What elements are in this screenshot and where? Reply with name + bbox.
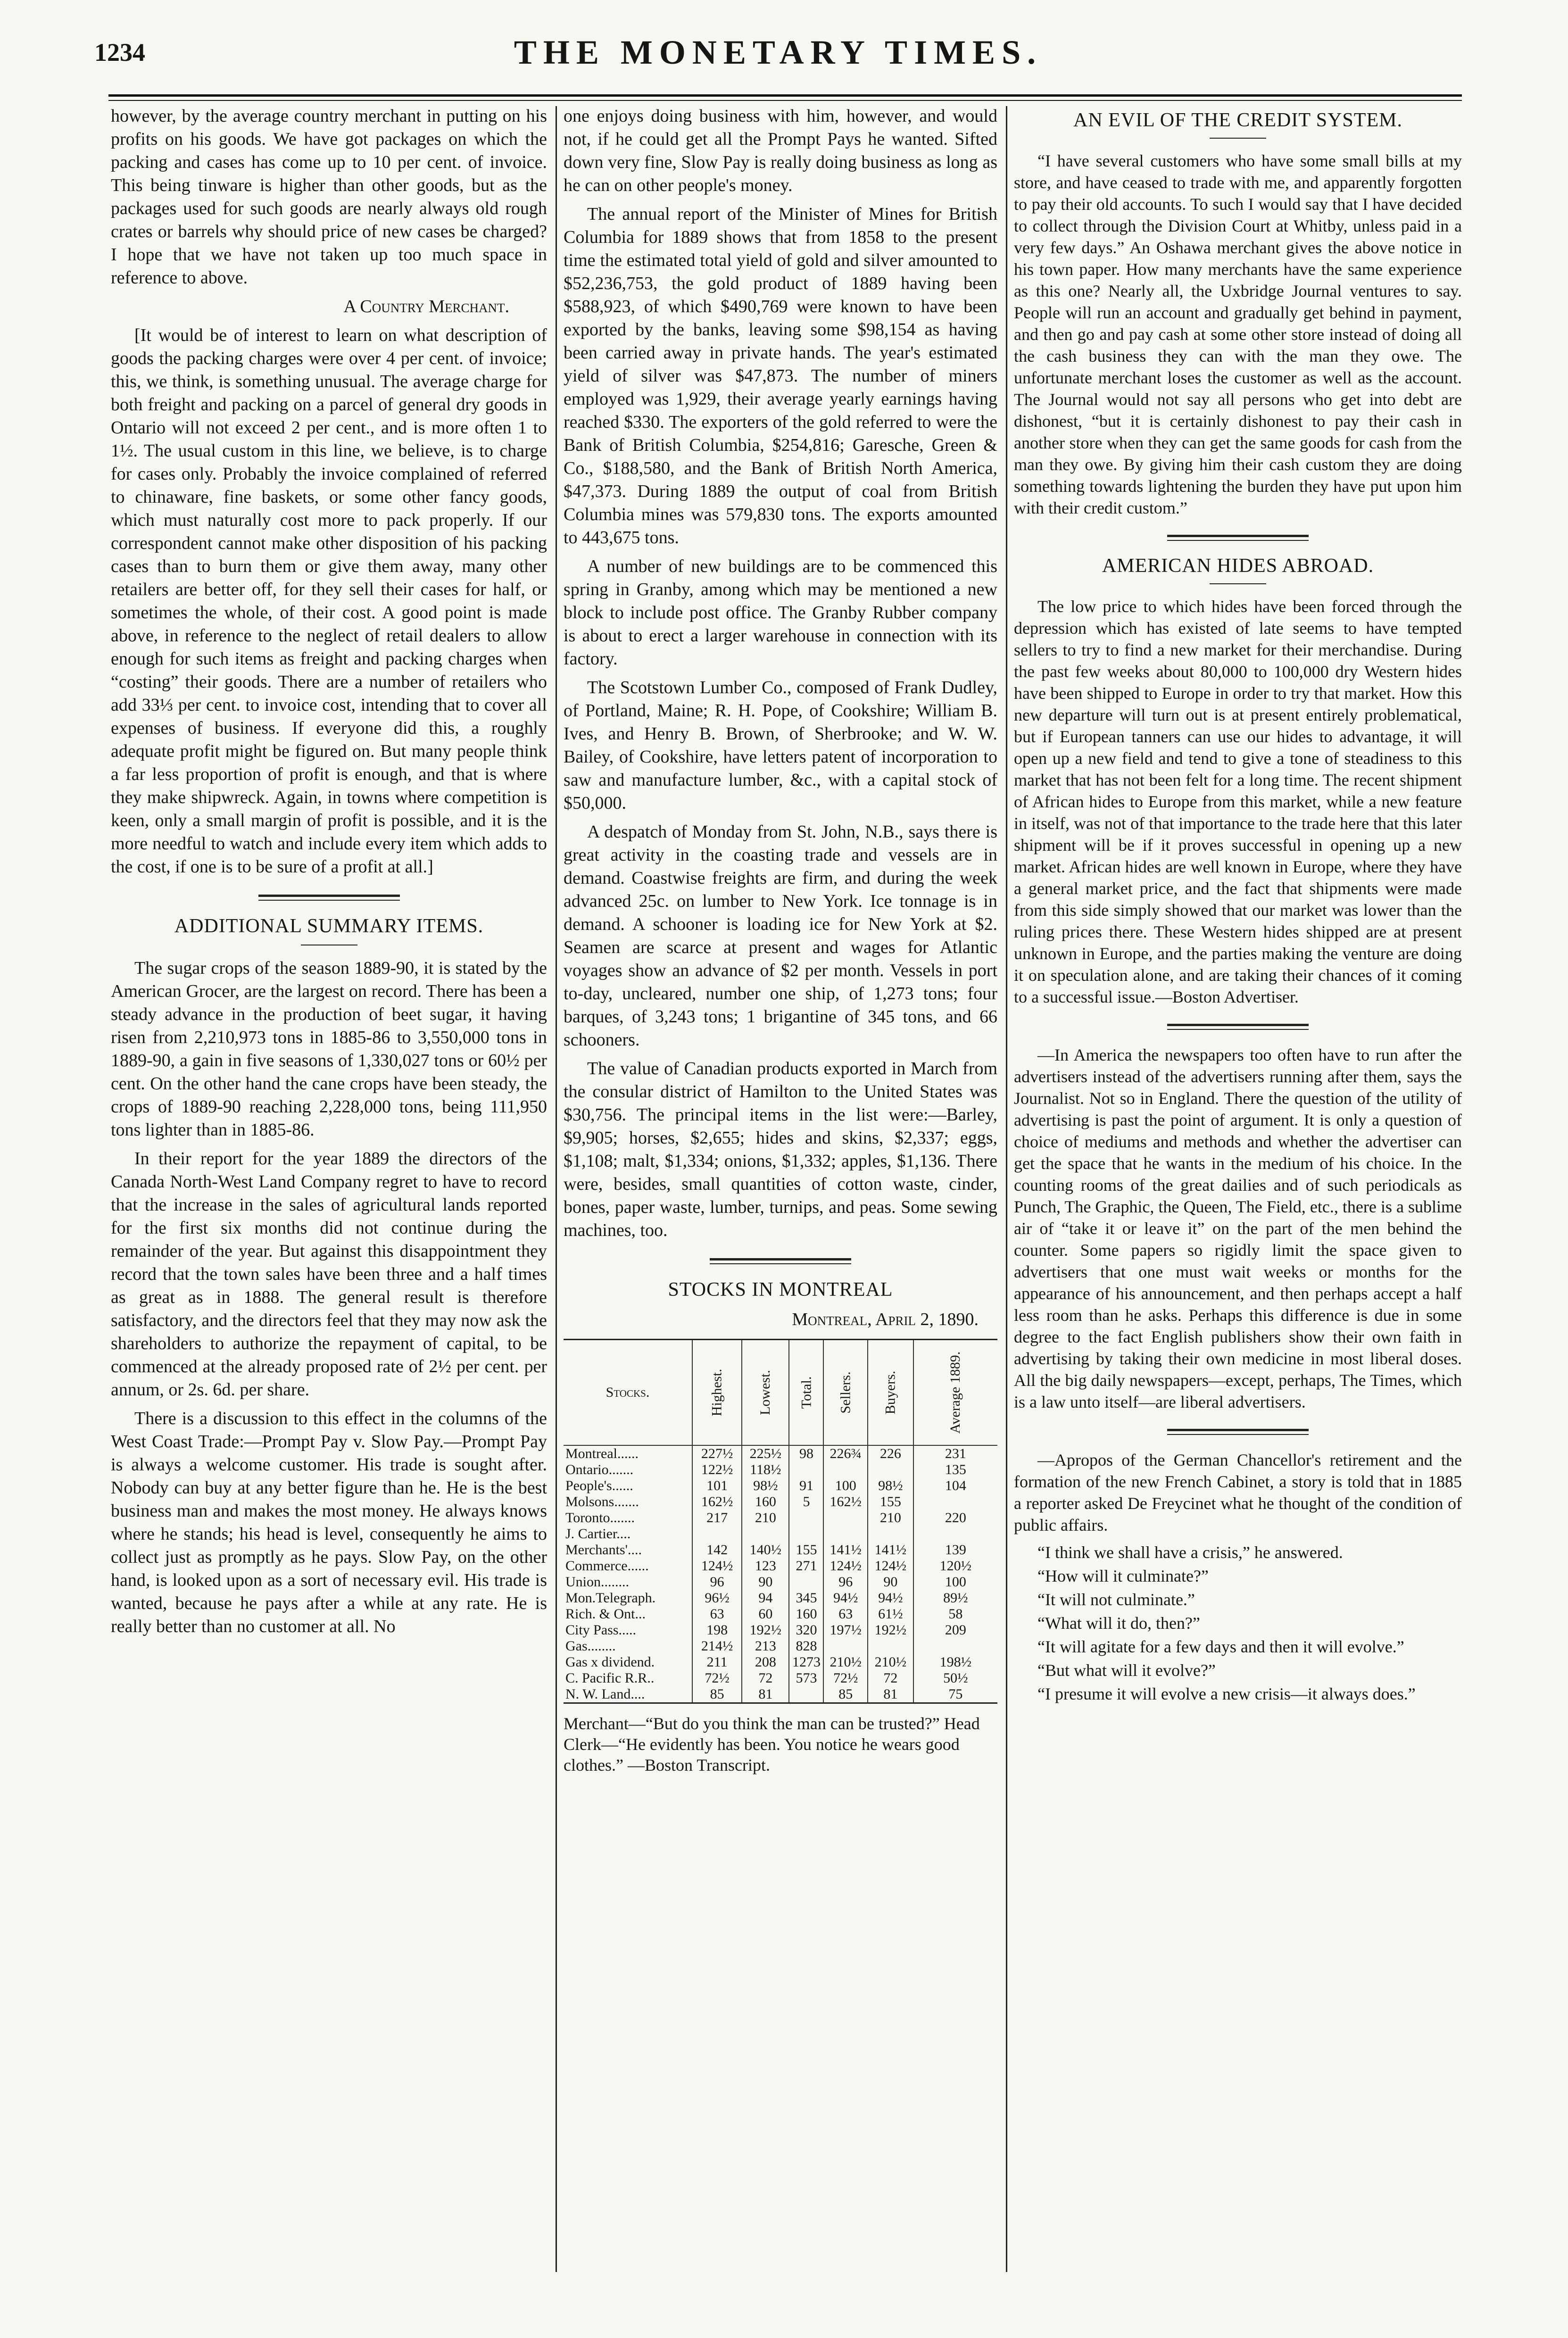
- stocks-col-header: [742, 1340, 789, 1446]
- stock-value: 192½: [742, 1622, 789, 1638]
- stock-value: [868, 1462, 913, 1478]
- hamilton-paragraph: The value of Canadian products exported in March from the consular district of Hamilton to the United States was $30,756. The principal items in the list were:—Barley, $9,905; horses, $2,655; hides and skins, $2,337; eggs, $1,108; malt, $1,334; onions, $1,332; apples, $1,136. There were, besides, small quantities of cotton waste, cinder, bones, paper waste, lumber, turnips, and peas. Some sewing machines, too.: [564, 1059, 997, 1240]
- stock-value: 96: [823, 1574, 868, 1590]
- section-rule: [258, 895, 400, 901]
- scotstown-paragraph: The Scotstown Lumber Co., composed of Frank Dudley, of Portland, Maine; R. H. Pope, of Cookshire; William B. Ives, and Henry B. Brown, of Sherbrooke; and W. W. Bailey, of Cookshire, have letters patent of incorporation to saw and manufacture lumber, &c., with a capital stock of $50,000.: [564, 678, 997, 813]
- stock-value: 162½: [692, 1494, 742, 1510]
- stock-name: Rich. & Ont...: [565, 1606, 646, 1622]
- stocks-row: [564, 1606, 997, 1622]
- prompt-pay-continuation: one enjoys doing business with him, however, and would not, if he could get all the Prompt Pays he wanted. Sifted down very fine, Slow Pay is really doing business as long as he can on other people's money.: [564, 106, 997, 195]
- page-number: 1234: [94, 38, 145, 66]
- stocks-col-header: [913, 1340, 997, 1446]
- stock-value: 198½: [913, 1654, 997, 1670]
- stocks-row: [564, 1445, 997, 1462]
- stocks-body: [564, 1445, 997, 1703]
- stocks-col-header: Stocks.: [606, 1385, 650, 1400]
- granby-paragraph: A number of new buildings are to be commenced this spring in Granby, among which may be mentioned a new block to include post office. The Granby Rubber company is about to erect a larger warehouse in connection with its factory.: [564, 556, 997, 669]
- stock-value: 135: [913, 1462, 997, 1478]
- stocks-row: [564, 1670, 997, 1686]
- letter-signature: A Country Merchant.: [343, 297, 509, 316]
- stock-value: 197½: [823, 1622, 868, 1638]
- stock-value: 225½: [742, 1445, 789, 1462]
- stock-value: [823, 1462, 868, 1478]
- stocks-header-row: [564, 1340, 997, 1446]
- publication-title: THE MONETARY TIMES.: [514, 33, 1043, 71]
- stock-value: 124½: [692, 1558, 742, 1574]
- stock-name: Gas x dividend.: [565, 1654, 655, 1670]
- stock-value: 214½: [692, 1638, 742, 1654]
- stock-value: 94: [742, 1590, 789, 1606]
- stock-value: 85: [823, 1686, 868, 1703]
- stocks-row: [564, 1526, 997, 1542]
- stocks-row: [564, 1478, 997, 1494]
- stocks-row: [564, 1462, 997, 1478]
- stock-value: [789, 1462, 823, 1478]
- hides-paragraph: The low price to which hides have been forced through the depression which has existed of late seems to have tempted sellers to try to find a new market for their merchandise. During the past few weeks about 80,000 to 100,000 dry Western hides have been shipped to Europe in order to try that market. How this new departure will turn out is at present entirely problematical, but if European tanners can use our hides to advantage, it will open up a new field and tend to give a tone of steadiness to this market that has not been felt for a long time. The recent shipment of African hides to Europe from this market, while a new feature in itself, was not of that importance to the trade here that this later shipment will be if it proves successful in opening up a new market. African hides are well known in Europe, where they have a general market price, and the fact that shipments were made from this side simply showed that our market was lower than the ruling prices there. These Western hides shipped are at present unknown in Europe, and the parties making the venture are doing it on speculation alone, and are taking their chances of it coming to a successful issue.—Boston Advertiser.: [1014, 597, 1462, 1006]
- stock-value: 320: [789, 1622, 823, 1638]
- stock-value: 209: [913, 1622, 997, 1638]
- stock-value: 72: [742, 1670, 789, 1686]
- stock-value: 155: [789, 1542, 823, 1558]
- stock-value: 345: [789, 1590, 823, 1606]
- stock-value: 58: [913, 1606, 997, 1622]
- stock-value: 208: [742, 1654, 789, 1670]
- stock-value: 211: [692, 1654, 742, 1670]
- crisis-dialogue: [1014, 1542, 1462, 1705]
- stock-value: 123: [742, 1558, 789, 1574]
- stock-value: 141½: [823, 1542, 868, 1558]
- dialogue-line: “But what will it evolve?”: [1037, 1661, 1216, 1680]
- hides-heading: AMERICAN HIDES ABROAD.: [1102, 555, 1374, 577]
- credit-paragraph: “I have several customers who have some small bills at my store, and have ceased to trade with me, and apparently forgotten to pay their old accounts. To such I would say that I have decided to collect through the Division Court at Whitby, unless paid in a very few days.” An Oshawa merchant gives the above notice in his town paper. How many merchants have the same experience as this one? Nearly all, the Uxbridge Journal ventures to say. People will run an account and gradually get behind in payment, and then go and pay cash at some other store instead of doing all the cash business they can with the man they owe. The unfortunate merchant loses the customer as well as the account. The Journal would not say all persons who get into debt are dishonest, “but it is certainly dishonest to pay their cash in another store when they can get the same goods for cash from the man they owe. By giving him their cash custom they are doing something towards lightening the burden they have put upon him with their credit custom.”: [1014, 151, 1462, 517]
- stock-value: 104: [913, 1478, 997, 1494]
- dialogue-line: “What will it do, then?”: [1037, 1614, 1200, 1633]
- stock-value: 100: [913, 1574, 997, 1590]
- stocks-row: [564, 1542, 997, 1558]
- stock-value: [742, 1526, 789, 1542]
- stock-name: Montreal......: [565, 1446, 639, 1461]
- stock-value: 141½: [868, 1542, 913, 1558]
- stock-value: [789, 1526, 823, 1542]
- stock-value: [868, 1526, 913, 1542]
- stocks-date: Montreal, April 2, 1890.: [792, 1310, 979, 1329]
- stocks-col-label: Total.: [798, 1376, 814, 1409]
- st-john-paragraph: A despatch of Monday from St. John, N.B., says there is great activity in the coasting trade and vessels are in demand. Coastwise freights are firm, and during the week advanced 25c. on lumber to New York. Ice tonnage is in demand. A schooner is loading ice for New York at $2. Seamen are scarce at present and wages for Atlantic voyages show an advance of $2 per month. Vessels in port to-day, uncleared, number one ship, of 1,273 tons; four barques, of 3,243 tons; 1 brigantine of 345 tons, and 66 schooners.: [564, 822, 997, 1050]
- stocks-row: [564, 1558, 997, 1574]
- stock-value: 90: [742, 1574, 789, 1590]
- dialogue-line: “I presume it will evolve a new crisis—it always does.”: [1037, 1684, 1416, 1703]
- stock-value: 210½: [868, 1654, 913, 1670]
- summary-heading: ADDITIONAL SUMMARY ITEMS.: [174, 915, 484, 937]
- stock-value: 124½: [823, 1558, 868, 1574]
- stock-name: C. Pacific R.R..: [565, 1670, 655, 1686]
- stock-name: City Pass.....: [565, 1622, 637, 1638]
- stocks-col-header: [823, 1340, 868, 1446]
- stocks-col-label: Lowest.: [757, 1370, 773, 1415]
- stock-value: [823, 1510, 868, 1526]
- stocks-row: [564, 1638, 997, 1654]
- dialogue-line: “It will not culminate.”: [1037, 1590, 1195, 1609]
- stock-value: 210½: [823, 1654, 868, 1670]
- heading-rule: [1210, 583, 1266, 584]
- stock-value: 160: [789, 1606, 823, 1622]
- stock-value: 1273: [789, 1654, 823, 1670]
- column-divider: [1006, 106, 1007, 2272]
- stock-value: 220: [913, 1510, 997, 1526]
- stock-value: 72½: [692, 1670, 742, 1686]
- stock-value: 139: [913, 1542, 997, 1558]
- heading-rule: [1210, 138, 1266, 139]
- stock-value: [868, 1638, 913, 1654]
- stock-value: 72½: [823, 1670, 868, 1686]
- stock-value: 91: [789, 1478, 823, 1494]
- stock-value: 122½: [692, 1462, 742, 1478]
- stock-value: 573: [789, 1670, 823, 1686]
- letter-continuation: however, by the average country merchant in putting on his profits on his goods. We have got packages on which the packing and cases has come up to 10 per cent. of invoice. This being tinware is higher than other goods, but as the packages used for such goods are nearly always old rough crates or barrels why should price of new cases be charged? I hope that we have not taken up too much space in reference to above.: [111, 106, 547, 288]
- stocks-col-label: Average 1889.: [947, 1351, 963, 1434]
- stock-name: People's......: [565, 1478, 633, 1493]
- stock-value: 50½: [913, 1670, 997, 1686]
- stocks-col-label: Highest.: [709, 1368, 725, 1417]
- stocks-col-header: [789, 1340, 823, 1446]
- stock-name: Molsons.......: [565, 1494, 639, 1509]
- stock-value: 271: [789, 1558, 823, 1574]
- stock-value: 226¾: [823, 1445, 868, 1462]
- stocks-col-label: Sellers.: [838, 1371, 854, 1414]
- stock-value: 81: [742, 1686, 789, 1703]
- stock-value: 90: [868, 1574, 913, 1590]
- stock-name: Gas........: [565, 1638, 616, 1654]
- stock-value: [913, 1638, 997, 1654]
- section-rule: [1167, 1024, 1309, 1030]
- apropos-paragraph: —Apropos of the German Chancellor's retirement and the formation of the new French Cabinet, a story is told that in 1885 a reporter asked De Freycinet what he thought of the condition of public affairs.: [1014, 1451, 1462, 1534]
- stock-value: 100: [823, 1478, 868, 1494]
- stock-value: 96: [692, 1574, 742, 1590]
- stock-value: 72: [868, 1670, 913, 1686]
- stock-value: 63: [823, 1606, 868, 1622]
- stock-value: 210: [868, 1510, 913, 1526]
- stocks-row: [564, 1686, 997, 1703]
- stock-value: 75: [913, 1686, 997, 1703]
- stock-value: 124½: [868, 1558, 913, 1574]
- stock-value: [913, 1494, 997, 1510]
- land-company-paragraph: In their report for the year 1889 the directors of the Canada North-West Land Company regret to have to record that the increase in the sales of agricultural lands reported for the first six months did not continue during the remainder of the year. But against this disappointment they record that the town sales have been three and a half times as great as in 1888. The general result is therefore satisfactory, and the directors feel that they may now ask the shareholders to authorize the repayment of capital, to be commenced at the already proposed rate of 2½ per cent. per annum, or 2s. 6d. per share.: [111, 1149, 547, 1400]
- dialogue-line: “It will agitate for a few days and then it will evolve.”: [1037, 1637, 1404, 1656]
- stock-value: [823, 1638, 868, 1654]
- stock-name: Ontario.......: [565, 1462, 634, 1477]
- stocks-row: [564, 1622, 997, 1638]
- stock-value: 198: [692, 1622, 742, 1638]
- stock-value: 63: [692, 1606, 742, 1622]
- stock-value: 226: [868, 1445, 913, 1462]
- stock-value: 231: [913, 1445, 997, 1462]
- stock-value: [692, 1526, 742, 1542]
- stock-value: 192½: [868, 1622, 913, 1638]
- section-rule: [1167, 1429, 1309, 1435]
- stock-value: 5: [789, 1494, 823, 1510]
- section-rule: [710, 1258, 851, 1264]
- stock-value: 98½: [742, 1478, 789, 1494]
- stock-value: 81: [868, 1686, 913, 1703]
- stocks-row: [564, 1590, 997, 1606]
- stock-value: 96½: [692, 1590, 742, 1606]
- stock-value: 98: [789, 1445, 823, 1462]
- stock-value: 227½: [692, 1445, 742, 1462]
- stock-value: 94½: [823, 1590, 868, 1606]
- credit-heading: AN EVIL OF THE CREDIT SYSTEM.: [1073, 109, 1402, 131]
- stocks-row: [564, 1574, 997, 1590]
- stock-value: [823, 1526, 868, 1542]
- stock-name: N. W. Land....: [565, 1686, 645, 1702]
- editor-note: [It would be of interest to learn on what description of goods the packing charges were over 4 per cent. of invoice; this, we think, is something unusual. The average charge for both freight and packing on a parcel of general dry goods in Ontario will not exceed 2 per cent., and is more often 1 to 1½. The usual custom in this line, we believe, is to charge for cases only. Probably the invoice complained of referred to chinaware, fine baskets, or some other fancy goods, which must naturally cost more to pack properly. If our correspondent cannot make other disposition of his packing cases than to burn them or give them away, many other retailers are better off, for they sell their cases for half, or sometimes the whole, of their cost. A good point is made above, in reference to the neglect of retail dealers to allow enough for such items as freight and packing charges when “costing” their goods. There are a number of retailers who add 33⅓ per cent. to invoice cost, intending that to cover all expenses of business. If everyone did this, a roughly adequate profit might be figured on. But many people think a far less proportion of profit is enough, and that is where they make shipwreck. Again, in towns where competition is keen, only a small margin of profit is possible, and it is the more needful to watch and include every item which adds to the cost, if one is to be sure of a profit at all.]: [111, 325, 547, 877]
- stock-value: 160: [742, 1494, 789, 1510]
- stock-value: 101: [692, 1478, 742, 1494]
- mines-paragraph: The annual report of the Minister of Mines for British Columbia for 1889 shows that from 1858 to the present time the estimated total yield of gold and silver amounted to $52,236,753, the gold product of 1889 having been $588,923, of which $490,769 were known to have been exported by the banks, leaving some $98,154 as having been carried away in private hands. The year's estimated yield of silver was $47,873. The number of miners employed was 1,929, their average yearly earnings having reached $330. The exporters of the gold referred to were the Bank of British Columbia, $254,816; Garesche, Green & Co., $188,580, and the Bank of British North America, $47,373. During 1889 the output of coal from British Columbia mines was 579,830 tons. The exports amounted to 443,675 tons.: [564, 204, 997, 547]
- column-3: [1014, 105, 1462, 1707]
- stock-value: 140½: [742, 1542, 789, 1558]
- stock-value: 162½: [823, 1494, 868, 1510]
- advertising-paragraph: —In America the newspapers too often have to run after the advertisers instead of the advertisers running after them, says the Journalist. Not so in England. There the question of the utility of advertising is past the point of argument. It is only a question of choice of mediums and methods and whether the advertiser can get the space that he wants in the medium of his choice. In the counting rooms of the great dailies and of such periodicals as Punch, The Graphic, the Queen, The Field, etc., there is a sublime air of “take it or leave it” on the part of the men behind the counter. Some papers so rigidly limit the space given to advertisers that one must wait weeks or months for the appearance of his announcement, and then perhaps accept a half less room than he asks. Perhaps this difference is due in some degree to the fact English publishers show their own faith in advertising by taking their own medicine in most liberal doses. All the big daily newspapers—except, perhaps, The Times, which is a law unto itself—are liberal advertisers.: [1014, 1045, 1462, 1411]
- prompt-pay-paragraph: There is a discussion to this effect in the columns of the West Coast Trade:—Prompt Pay v. Slow Pay.—Prompt Pay is always a welcome customer. His trade is sought after. Nobody can buy at any better figure than he. He is the best business man and makes the most money. He always knows where he stands; his head is level, consequently he aims to collect just as promptly as he pays. Slow Pay, on the other hand, is looked upon as a sort of necessary evil. His trade is wanted, because he pays after a while at any rate. He is really better than no customer at all. No: [111, 1409, 547, 1636]
- stocks-table: [564, 1339, 997, 1704]
- stock-value: 213: [742, 1638, 789, 1654]
- stock-value: 155: [868, 1494, 913, 1510]
- header-rule-thin: [108, 100, 1462, 101]
- stock-value: 217: [692, 1510, 742, 1526]
- merchant-quote: Merchant—“But do you think the man can be trusted?” Head Clerk—“He evidently has been. You notice he wears good clothes.” —Boston Transcript.: [564, 1714, 980, 1774]
- stock-value: 85: [692, 1686, 742, 1703]
- column-1: [111, 105, 547, 1644]
- stock-name: Toronto.......: [565, 1510, 635, 1526]
- dialogue-line: “I think we shall have a crisis,” he answered.: [1037, 1543, 1343, 1562]
- column-2: [564, 105, 997, 1775]
- stocks-heading: STOCKS IN MONTREAL: [668, 1279, 893, 1301]
- stocks-col-header: [868, 1340, 913, 1446]
- stock-value: 89½: [913, 1590, 997, 1606]
- stock-value: 60: [742, 1606, 789, 1622]
- stocks-col-header: [692, 1340, 742, 1446]
- stock-value: [913, 1526, 997, 1542]
- stock-value: 98½: [868, 1478, 913, 1494]
- stocks-row: [564, 1510, 997, 1526]
- stocks-col-label: Buyers.: [882, 1370, 898, 1415]
- stock-value: [789, 1510, 823, 1526]
- stock-value: 94½: [868, 1590, 913, 1606]
- stock-value: [789, 1574, 823, 1590]
- stock-value: 828: [789, 1638, 823, 1654]
- masthead: [94, 33, 1462, 85]
- stock-name: Commerce......: [565, 1558, 649, 1574]
- section-rule: [1167, 535, 1309, 541]
- stock-value: 142: [692, 1542, 742, 1558]
- stock-name: Merchants'....: [565, 1542, 642, 1558]
- stock-value: [789, 1686, 823, 1703]
- dialogue-line: “How will it culminate?”: [1037, 1567, 1209, 1585]
- stock-name: Union........: [565, 1574, 629, 1590]
- stock-value: 61½: [868, 1606, 913, 1622]
- header-rule: [108, 94, 1462, 97]
- stock-name: J. Cartier....: [565, 1526, 631, 1542]
- stock-value: 210: [742, 1510, 789, 1526]
- stock-value: 118½: [742, 1462, 789, 1478]
- column-divider: [556, 106, 557, 2272]
- sugar-paragraph: The sugar crops of the season 1889-90, it is stated by the American Grocer, are the largest on record. There has been a steady advance in the production of beet sugar, it having risen from 2,210,973 tons in 1885-86 to 3,550,000 tons in 1889-90, a gain in five seasons of 1,330,027 tons or 60½ per cent. On the other hand the cane crops have been steady, the crops of 1889-90 reaching 2,228,000 tons, being 111,950 tons lighter than in 1885-86.: [111, 958, 547, 1140]
- stock-name: Mon.Telegraph.: [565, 1590, 656, 1606]
- stocks-row: [564, 1654, 997, 1670]
- stocks-row: [564, 1494, 997, 1510]
- stock-value: 120½: [913, 1558, 997, 1574]
